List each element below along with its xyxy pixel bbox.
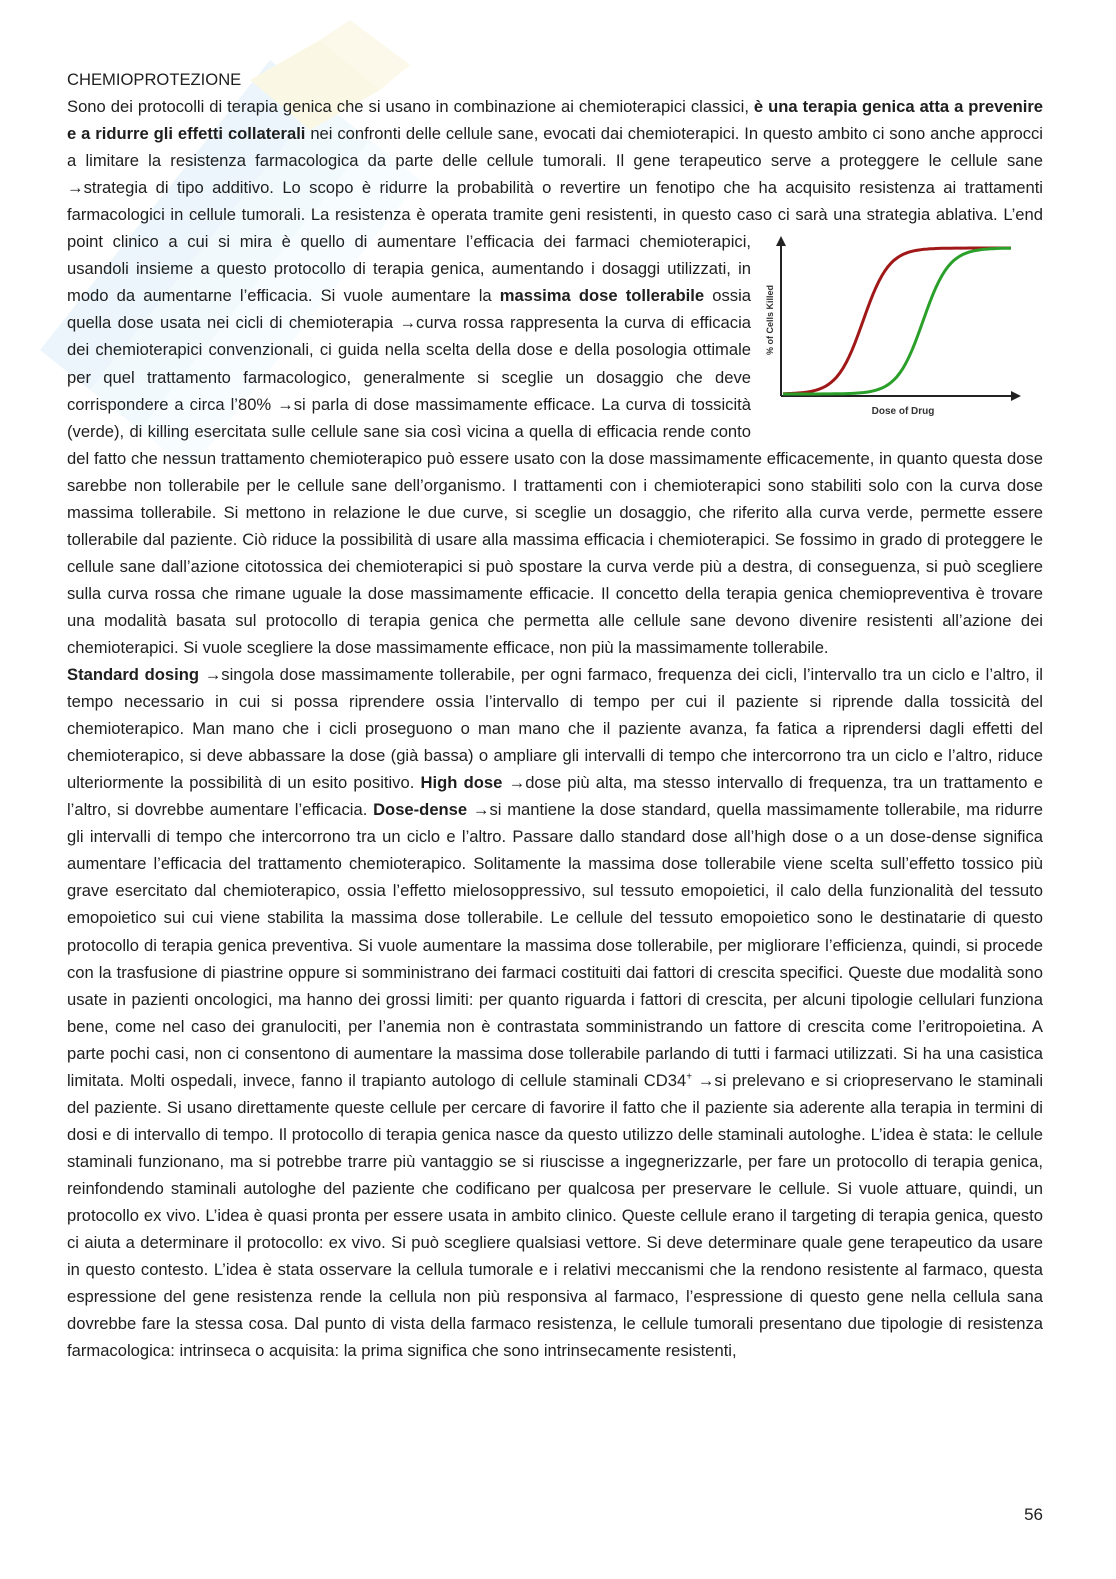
text-run: →si prelevano e si criopreservano le staminali del paziente. Si usano direttamente queste cellule per cercare di favorire il fatto che il paziente sia aderente alla terapia in termini di dosi e di intervallo di tempo. Il protocollo di terapia genica nasce da questo utilizzo delle staminali autologhe. L’idea è stata: le cellule staminali funzionano, ma si potrebbe trarre più vantaggio se si riuscisse a ingegnerizzarle, per fare un protocollo di terapia genica, reinfondendo staminali autologhe del paziente che codificano per qualcosa per preservare le cellule. Si vuole attuare, quindi, un protocollo ex vivo. L’idea è quasi pronta per essere usata in ambito clinico. Queste cellule erano il targeting di terapia genica, questo ci aiuta a determinare il protocollo: ex vivo. Si può scegliere qualsiasi vettore. Si deve determinare quale gene terapeutico da usare in questo contesto. L’idea è stata osservare la cellula tumorale e i relativi meccanismi che la rendono resistente al farmaco, questa espressione del gene resistenza rende la cellula non più responsiva al farmaco, l’espressione di questo gene nella cellula sana dovrebbe fare la stessa cosa. Dal punto di vista della farmaco resistenza, le cellule tumorali presentano due tipologie di resistenza farmacologica: intrinseca o acquisita: la prima significa che sono intrinsecamente resistenti,	[67, 1070, 1043, 1361]
section-heading: CHEMIOPROTEZIONE	[67, 70, 242, 89]
efficacy-curve	[783, 248, 1011, 394]
text-run: →dose più alta, ma stesso intervallo di frequenza, tra un trattamento e l’altro, si dovrebbe aumentare l’efficacia.	[67, 773, 1043, 820]
y-axis-label: % of Cells Killed	[765, 285, 775, 356]
paragraph-chemioprotezione	[67, 93, 1043, 661]
bold-run: è una terapia genica atta a prevenire e a ridurre gli effetti collaterali	[67, 97, 1044, 144]
x-axis-label: Dose of Drug	[871, 406, 935, 418]
bold-run: Standard dosing	[67, 665, 200, 685]
text-run: Sono dei protocolli di terapia genica che si usano in combinazione ai chemioterapici classici,	[67, 97, 754, 117]
body-text	[67, 66, 1043, 1364]
paragraph-dosing	[67, 661, 1043, 1364]
superscript: +	[686, 1071, 693, 1083]
text-run: →si mantiene la dose standard, quella massimamente tollerabile, ma ridurre gli intervalli di tempo che intercorrono tra un ciclo e l’altro. Passare dallo standard dose all’high dose o a un dose-dense significa aumentare l’efficacia del trattamento chemioterapico. Solitamente la massima dose tollerabile viene scelta sull’effetto tossico più grave esercitato dal chemioterapico, ossia l’effetto mielosoppressivo, sul tessuto emopoietici, il calo della funzionalità del tessuto emopoietico sui cui viene stabilita la massima dose tollerabile. Le cellule del tessuto emopoietico sono le destinatarie di questo protocollo di terapia genica preventiva. Si vuole aumentare la massima dose tollerabile, per migliorare l’efficienza, quindi, si procede con la trasfusione di piastrine oppure si somministrano dei farmaci costituiti dai fattori di crescita specifici. Queste due modalità sono usate in pazienti oncologici, ma hanno dei grossi limiti: per quanto riguarda i fattori di crescita, per alcuni tipologie cellulari funziona bene, come nel caso dei granulociti, per l’anemia non è contrastata somministrando un fattore di crescita come l’eritropoietina. A parte pochi casi, non ci consentono di aumentare la massima dose tollerabile parlando di tutti i farmaci utilizzati. Si ha una casistica limitata. Molti ospedali, invece, fanno il trapianto autologo di cellule staminali CD34	[67, 800, 1043, 1090]
text-run: →singola dose massimamente tollerabile, per ogni farmaco, frequenza dei cicli, l’intervallo tra un ciclo e l’altro, il tempo necessario in cui si possa riprendere ossia l’intervallo di tempo per cui il paziente si riprende dalla tossicità del chemioterapico. Man mano che i cicli proseguono o man mano che il paziente avanza, fa fatica a riprendersi dagli effetti del chemioterapico, si deve abbassare la dose (già bassa) o ampliare gli intervalli di tempo che intercorrono tra un ciclo e l’altro, riduce ulteriormente la possibilità di un esito positivo.	[67, 665, 1043, 793]
page-number: 56	[1024, 1505, 1043, 1524]
toxicity-curve	[783, 248, 1011, 394]
text-run: ossia quella dose usata nei cicli di chemioterapia →curva rossa rappresenta la curva di efficacia dei chemioterapici convenzionali, ci guida nella scelta della dose e della posologia ottimale per quel trattamento farmacologico, generalmente si sceglie un dosaggio che deve corrispondere a circa l’80% →si parla di dose massimamente efficace. La curva di tossicità (verde), di killing esercitata sulle cellule sane sia così vicina a quella di efficacia rende conto del fatto che nessun trattamento chemioterapico può essere usato con la dose massimamente efficacemente, in quanto questa dose sarebbe non tollerabile per le cellule sane dell’organismo. I trattamenti con i chemioterapici sono stabiliti solo con la curva dose massima tollerabile. Si mettono in relazione le due curve, si sceglie un dosaggio, che riferito alla curva verde, permette essere tollerabile dal paziente. Ciò riduce la possibilità di usare alla massima efficacia i chemioterapici. Se fossimo in grado di proteggere le cellule sane dall’azione citotossica dei chemioterapici si può spostare la curva verde più a destra, di conseguenza, si può scegliere sulla curva rossa che rimane uguale la dose massimamente efficacie. Il concetto della terapia genica chemiopreventiva è trovare una modalità basata sul protocollo di terapia genica che permetta alle cellule sane devono divenire resistenti all’azione dei chemioterapici. Si vuole scegliere la dose massimamente efficace, non più la massimamente tollerabile.	[67, 286, 1043, 657]
x-axis-arrow-icon	[1011, 391, 1021, 401]
bold-run: massima dose tollerabile	[499, 286, 705, 306]
text-run: nei confronti delle cellule sane, evocati dai chemioterapici. In questo ambito ci sono anche approcci a limitare la resistenza farmacologica da parte delle cellule tumorali. Il gene terapeutico serve a proteggere le cellule sane →strategia di tipo additivo. Lo scopo è ridurre la probabilità o revertire un fenotipo che ha acquisito resistenza ai trattamenti farmacologici in cellule tumorali. La resistenza è operata tramite geni resistenti, in questo caso ci sarà una strategia ablativa.	[67, 124, 1043, 225]
y-axis-arrow-icon	[776, 236, 786, 246]
bold-run: Dose-dense	[373, 800, 468, 820]
dose-response-figure	[763, 232, 1043, 422]
text-run: L’end point clinico a cui si mira è quello di aumentare l’efficacia dei farmaci chemioterapici, usandoli insieme a questo protocollo di terapia genica, aumentando i dosaggi utilizzati, in modo da aumentarne l’efficacia. Si vuole aumentare la	[67, 205, 1043, 306]
bold-run: High dose	[420, 773, 503, 793]
